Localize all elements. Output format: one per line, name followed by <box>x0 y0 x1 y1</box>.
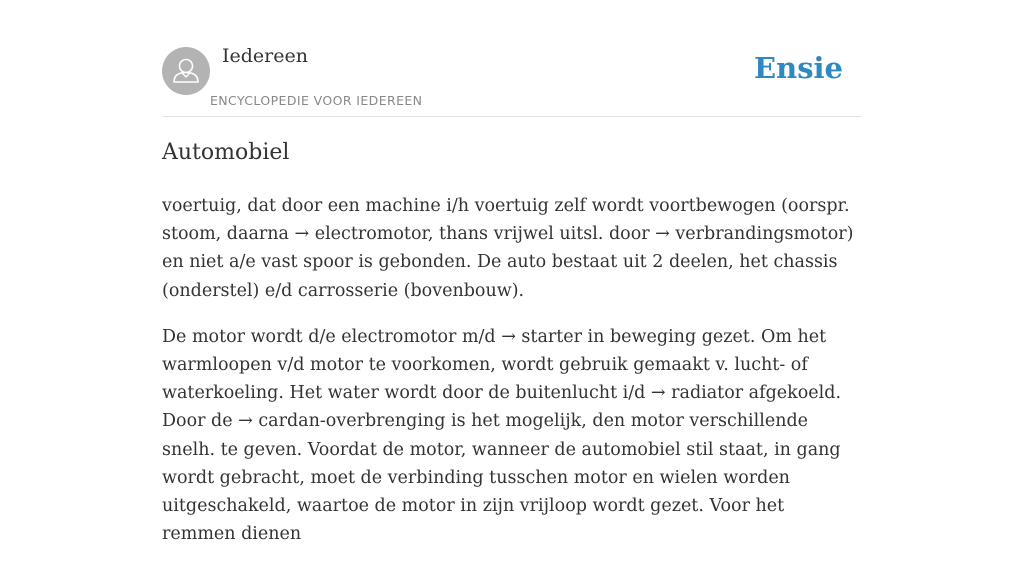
article-paragraph: De motor wordt d/e electromotor m/d → starter in beweging gezet. Om het warmloopen v/d motor te voorkomen, wordt gebruik gemaakt v. lucht- of waterkoeling. Het water wordt door de buitenlucht i/d → radiator afgekoeld. Door de → cardan-overbrenging is het mogelijk, den motor verschillende snelh. te geven. Voordat de motor, wanneer de automobiel stil staat, in gang wordt gebracht, moet de verbinding tusschen motor en wielen worden uitgeschakeld, waartoe de motor in zijn vrijloop wordt gezet. Voor het remmen dienen <box>162 326 842 545</box>
avatar[interactable] <box>162 47 210 95</box>
author-name[interactable]: Iedereen <box>222 45 308 67</box>
brand-logo[interactable]: Ensie <box>754 51 843 85</box>
article-paragraph: voertuig, dat door een machine i/h voertuig zelf wordt voortbewogen (oorspr. stoom, daarna → electromotor, thans vrijwel uitsl. door → verbrandingsmotor) en niet a/e vast spoor is gebonden. De auto bestaat uit 2 deelen, het chassis (onderstel) e/d carrosserie (bovenbouw). <box>162 196 854 301</box>
page <box>162 0 862 545</box>
user-placeholder-icon <box>162 47 210 95</box>
tagline: ENCYCLOPEDIE VOOR IEDEREEN <box>210 93 423 108</box>
article-body <box>162 192 862 566</box>
article-title: Automobiel <box>162 140 290 165</box>
header <box>162 0 862 117</box>
